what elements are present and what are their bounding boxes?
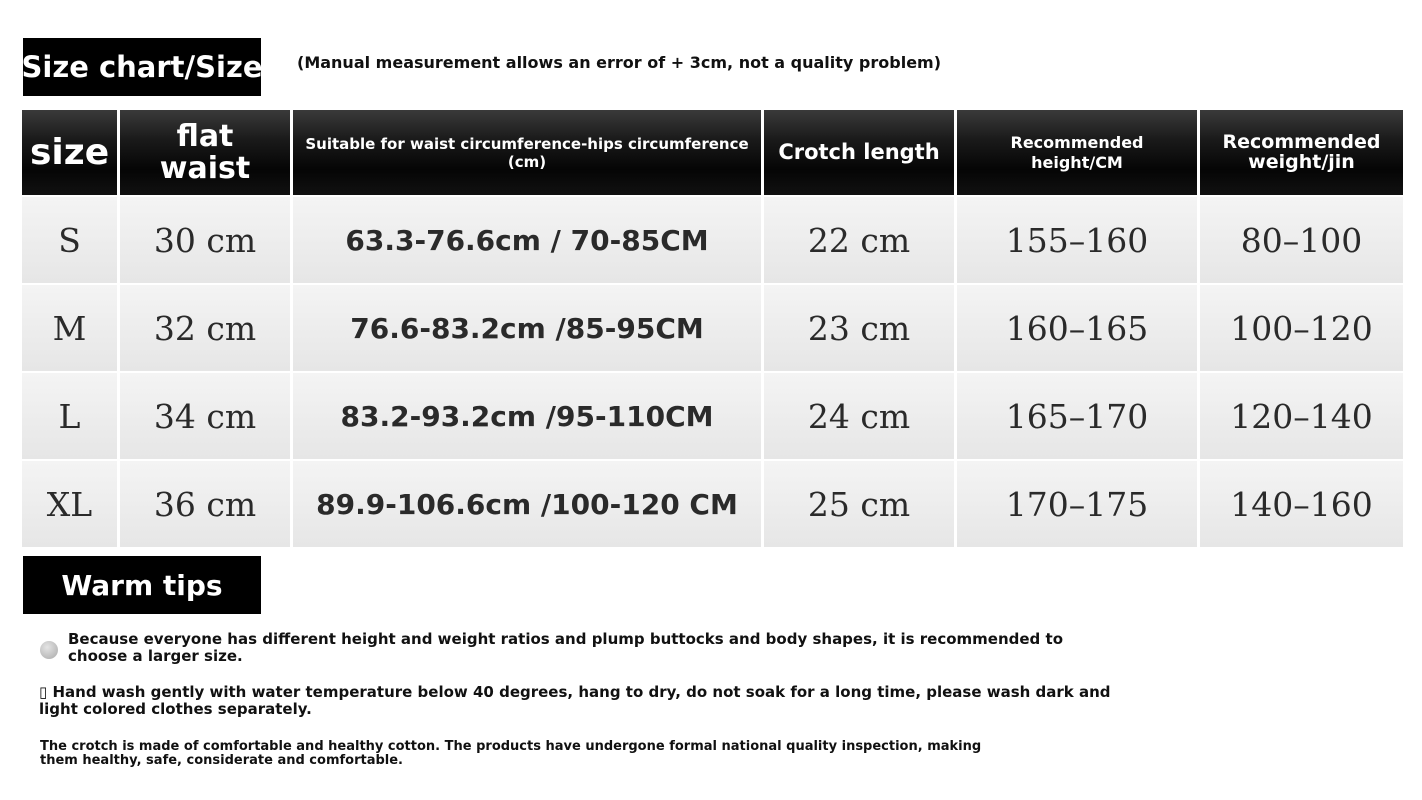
table-row xyxy=(22,373,1403,459)
warm-tips-title: Warm tips xyxy=(23,556,261,614)
cell-height: 155–160 xyxy=(957,197,1197,283)
header-flat-waist: flat waist xyxy=(120,110,290,195)
cell-weight: 140–160 xyxy=(1200,461,1403,547)
cell-waist-hips: 76.6-83.2cm /85-95CM xyxy=(293,285,761,371)
header-size: size xyxy=(22,110,117,195)
cell-size: L xyxy=(22,373,117,459)
cell-height: 170–175 xyxy=(957,461,1197,547)
tip-size-advice: Because everyone has different height and weight ratios and plump buttocks and body shapes, it is recommended to choose a larger size. xyxy=(68,630,1063,665)
header-waist-hips: Suitable for waist circumference-hips circumference (cm) xyxy=(293,110,761,195)
cell-flat-waist: 36 cm xyxy=(120,461,290,547)
cell-crotch-length: 25 cm xyxy=(764,461,954,547)
cell-crotch-length: 23 cm xyxy=(764,285,954,371)
header-recommended-height: Recommended height/CM xyxy=(957,110,1197,195)
table-header-row xyxy=(22,110,1403,195)
measurement-note: (Manual measurement allows an error of + 3cm, not a quality problem) xyxy=(297,53,942,72)
table-row xyxy=(22,197,1403,283)
bullet-dot-icon xyxy=(40,641,58,659)
table-row xyxy=(22,285,1403,371)
cell-waist-hips: 89.9-106.6cm /100-120 CM xyxy=(293,461,761,547)
cell-weight: 100–120 xyxy=(1200,285,1403,371)
size-table xyxy=(19,108,1406,549)
cell-crotch-length: 24 cm xyxy=(764,373,954,459)
cell-height: 165–170 xyxy=(957,373,1197,459)
cell-crotch-length: 22 cm xyxy=(764,197,954,283)
header-crotch-length: Crotch length xyxy=(764,110,954,195)
cell-flat-waist: 34 cm xyxy=(120,373,290,459)
size-chart-title: Size chart/Size xyxy=(23,38,261,96)
tip-washing: ▯ Hand wash gently with water temperature below 40 degrees, hang to dry, do not soak for a long time, please wash dark and light colored clothes separately. xyxy=(39,683,1111,718)
cell-flat-waist: 30 cm xyxy=(120,197,290,283)
header-recommended-weight: Recommended weight/jin xyxy=(1200,110,1403,195)
cell-size: XL xyxy=(22,461,117,547)
cell-waist-hips: 63.3-76.6cm / 70-85CM xyxy=(293,197,761,283)
cell-weight: 80–100 xyxy=(1200,197,1403,283)
cell-height: 160–165 xyxy=(957,285,1197,371)
cell-size: S xyxy=(22,197,117,283)
tip-cotton-quality: The crotch is made of comfortable and healthy cotton. The products have undergone formal national quality inspection, making them healthy, safe, considerate and comfortable. xyxy=(40,739,982,769)
cell-weight: 120–140 xyxy=(1200,373,1403,459)
table-row xyxy=(22,461,1403,547)
cell-waist-hips: 83.2-93.2cm /95-110CM xyxy=(293,373,761,459)
cell-flat-waist: 32 cm xyxy=(120,285,290,371)
cell-size: M xyxy=(22,285,117,371)
